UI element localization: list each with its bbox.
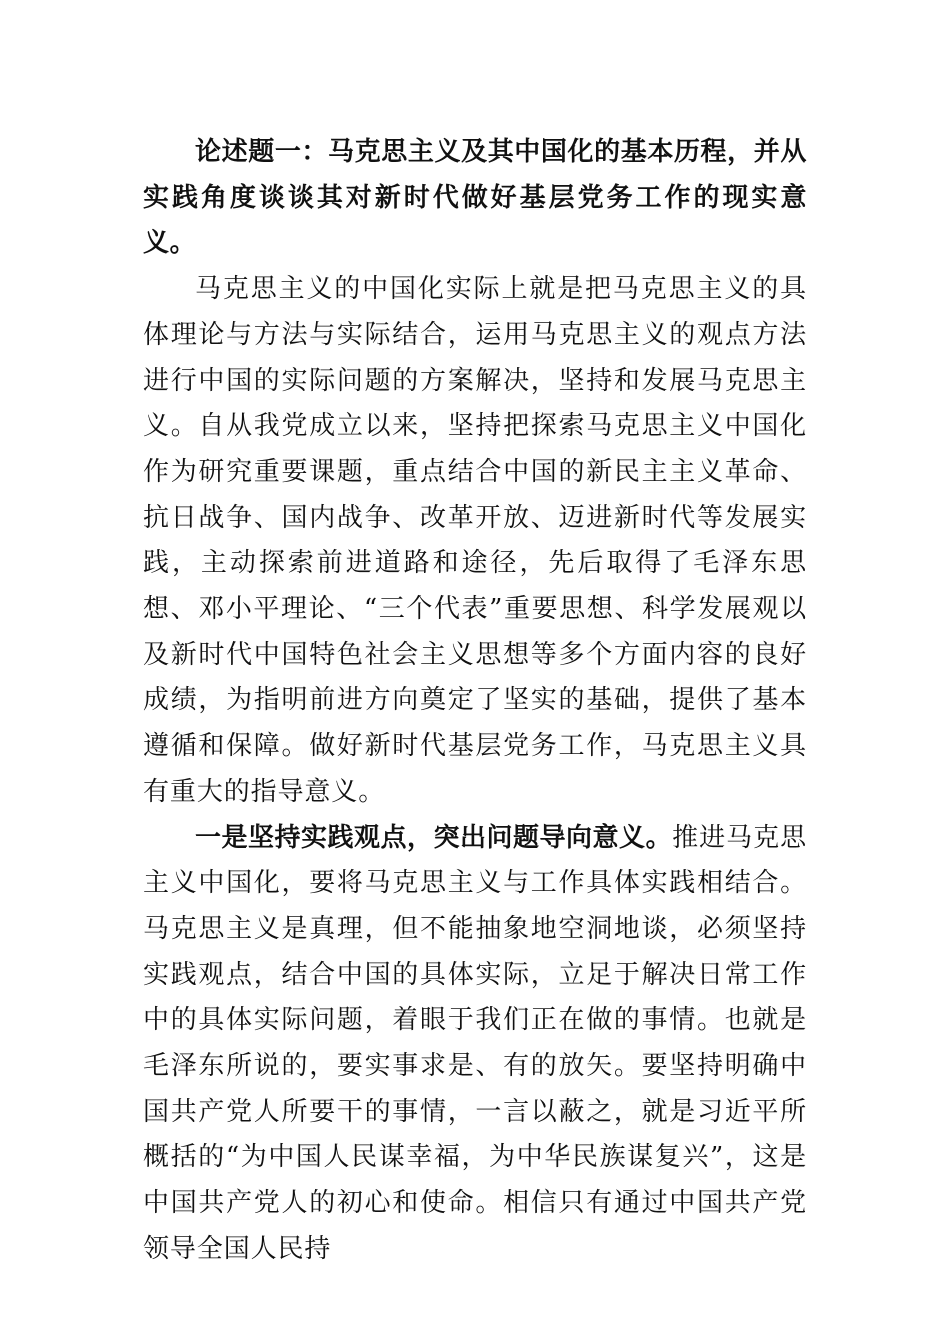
question-title: 论述题一：马克思主义及其中国化的基本历程，并从实践角度谈谈其对新时代做好基层党务工作的现实意义。: [143, 137, 807, 259]
document-body: [143, 130, 807, 1273]
paragraph-1-text: 马克思主义的中国化实际上就是把马克思主义的具体理论与方法与实际结合，运用马克思主义的观点方法进行中国的实际问题的方案解决，坚持和发展马克思主义。自从我党成立以来，坚持把探索马克思主义中国化作为研究重要课题，重点结合中国的新民主主义革命、抗日战争、国内战争、改革开放、迈进新时代等发展实践，主动探索前进道路和途径，先后取得了毛泽东思想、邓小平理论、“三个代表”重要思想、科学发展观以及新时代中国特色社会主义思想等多个方面内容的良好成绩，为指明前进方向奠定了坚实的基础，提供了基本遵循和保障。做好新时代基层党务工作，马克思主义具有重大的指导意义。: [143, 274, 807, 807]
paragraph-2-text: 推进马克思主义中国化，要将马克思主义与工作具体实践相结合。马克思主义是真理，但不能抽象地空洞地谈，必须坚持实践观点，结合中国的具体实际，立足于解决日常工作中的具体实际问题，着眼于我们正在做的事情。也就是毛泽东所说的，要实事求是、有的放矢。要坚持明确中国共产党人所要干的事情，一言以蔽之，就是习近平所概括的“为中国人民谋幸福，为中华民族谋复兴”，这是中国共产党人的初心和使命。相信只有通过中国共产党领导全国人民持: [143, 822, 807, 1264]
paragraph-2-lead: 一是坚持实践观点，突出问题导向意义。: [195, 822, 673, 853]
body-paragraph-1: [143, 267, 807, 815]
body-paragraph-2: [143, 816, 807, 1273]
